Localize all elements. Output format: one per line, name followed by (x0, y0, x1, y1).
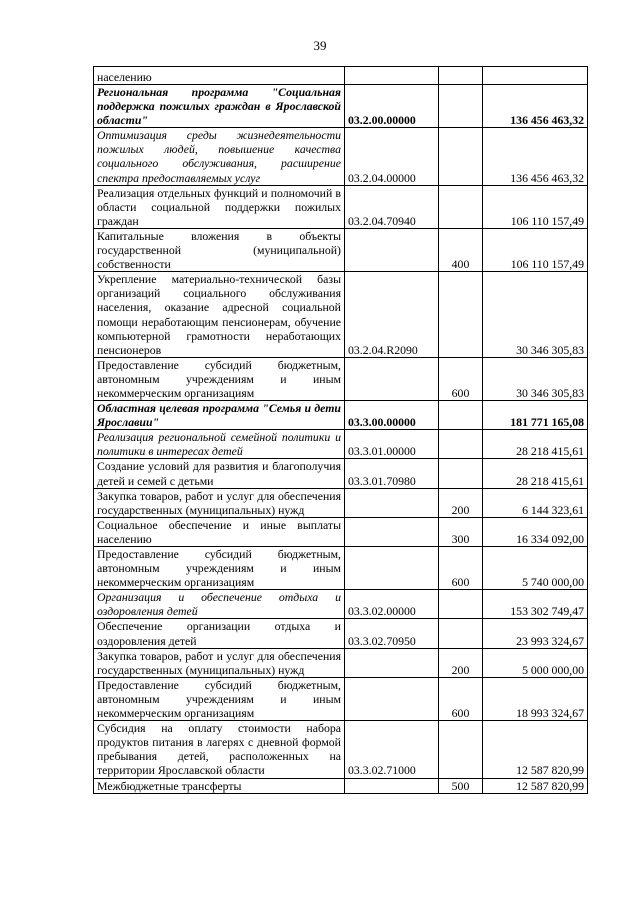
row-expense-type-cell (439, 128, 483, 185)
row-amount-cell: 23 993 324,67 (483, 619, 588, 648)
row-expense-type-cell (439, 67, 483, 85)
row-name-cell: Обеспечение организации отдыха и оздоровления детей (94, 619, 345, 648)
row-name-cell: Предоставление субсидий бюджетным, автономным учреждениям и иным некоммерческим организациям (94, 677, 345, 720)
row-name-cell: Межбюджетные трансферты (94, 778, 345, 793)
table-row (94, 648, 588, 677)
page-number: 39 (313, 38, 327, 53)
row-name-cell: Социальное обеспечение и иные выплаты населению (94, 517, 345, 546)
row-name-cell: Областная целевая программа "Семья и дети Ярославии" (94, 401, 345, 430)
row-expense-type-cell (439, 590, 483, 619)
table-row (94, 128, 588, 185)
row-amount-cell: 18 993 324,67 (483, 677, 588, 720)
row-name-cell: Предоставление субсидий бюджетным, автономным учреждениям и иным некоммерческим организациям (94, 357, 345, 400)
table-row (94, 488, 588, 517)
row-amount-cell: 181 771 165,08 (483, 401, 588, 430)
row-name-cell: Укрепление материально-технической базы организаций социального обслуживания населения, оказание адресной социальной помощи неработающим пенсионерам, обучение компьютерной грамотности неработающих пенсионеров (94, 272, 345, 358)
row-expense-type-cell: 400 (439, 228, 483, 271)
row-amount-cell: 106 110 157,49 (483, 185, 588, 228)
row-name-cell: Предоставление субсидий бюджетным, автономным учреждениям и иным некоммерческим организациям (94, 547, 345, 590)
row-expense-type-cell: 300 (439, 517, 483, 546)
row-code-cell (345, 677, 439, 720)
row-code-cell: 03.3.00.00000 (345, 401, 439, 430)
row-expense-type-cell: 200 (439, 488, 483, 517)
table-row (94, 459, 588, 488)
table-row (94, 517, 588, 546)
table-row (94, 67, 588, 85)
row-code-cell (345, 228, 439, 271)
row-code-cell: 03.2.04.00000 (345, 128, 439, 185)
table-row (94, 228, 588, 271)
table-row (94, 430, 588, 459)
row-expense-type-cell: 600 (439, 677, 483, 720)
row-expense-type-cell (439, 430, 483, 459)
row-code-cell: 03.2.04.70940 (345, 185, 439, 228)
row-amount-cell: 136 456 463,32 (483, 85, 588, 128)
row-amount-cell: 30 346 305,83 (483, 357, 588, 400)
budget-table (93, 66, 588, 794)
row-code-cell (345, 547, 439, 590)
row-name-cell: Реализация региональной семейной политики и политики в интересах детей (94, 430, 345, 459)
row-expense-type-cell (439, 272, 483, 358)
row-code-cell: 03.2.04.R2090 (345, 272, 439, 358)
row-name-cell: Организация и обеспечение отдыха и оздоровления детей (94, 590, 345, 619)
row-amount-cell: 12 587 820,99 (483, 778, 588, 793)
table-row (94, 272, 588, 358)
row-amount-cell: 136 456 463,32 (483, 128, 588, 185)
row-name-cell: населению (94, 67, 345, 85)
table-row (94, 721, 588, 778)
row-code-cell: 03.3.02.71000 (345, 721, 439, 778)
row-name-cell: Региональная программа "Социальная поддержка пожилых граждан в Ярославской области" (94, 85, 345, 128)
row-expense-type-cell (439, 721, 483, 778)
row-expense-type-cell: 500 (439, 778, 483, 793)
row-code-cell: 03.3.02.70950 (345, 619, 439, 648)
table-row (94, 185, 588, 228)
row-expense-type-cell (439, 459, 483, 488)
row-amount-cell: 106 110 157,49 (483, 228, 588, 271)
row-name-cell: Создание условий для развития и благополучия детей и семей с детьми (94, 459, 345, 488)
row-amount-cell: 5 000 000,00 (483, 648, 588, 677)
row-amount-cell: 30 346 305,83 (483, 272, 588, 358)
row-amount-cell: 153 302 749,47 (483, 590, 588, 619)
row-name-cell: Капитальные вложения в объекты государственной (муниципальной) собственности (94, 228, 345, 271)
row-expense-type-cell (439, 401, 483, 430)
row-code-cell (345, 778, 439, 793)
row-amount-cell (483, 67, 588, 85)
table-row (94, 590, 588, 619)
table-row (94, 401, 588, 430)
row-name-cell: Закупка товаров, работ и услуг для обеспечения государственных (муниципальных) нужд (94, 648, 345, 677)
row-name-cell: Субсидия на оплату стоимости набора продуктов питания в лагерях с дневной формой пребывания детей, расположенных на территории Ярославской области (94, 721, 345, 778)
row-amount-cell: 5 740 000,00 (483, 547, 588, 590)
row-name-cell: Оптимизация среды жизнедеятельности пожилых людей, повышение качества социального обслуживания, расширение спектра предоставляемых услуг (94, 128, 345, 185)
table-row (94, 677, 588, 720)
table-row (94, 778, 588, 793)
table-row (94, 357, 588, 400)
row-expense-type-cell (439, 85, 483, 128)
row-expense-type-cell: 200 (439, 648, 483, 677)
table-row (94, 619, 588, 648)
row-amount-cell: 16 334 092,00 (483, 517, 588, 546)
row-code-cell (345, 67, 439, 85)
row-expense-type-cell (439, 185, 483, 228)
row-name-cell: Реализация отдельных функций и полномочий в области социальной поддержки пожилых граждан (94, 185, 345, 228)
budget-table-body (94, 67, 588, 794)
table-row (94, 547, 588, 590)
row-amount-cell: 12 587 820,99 (483, 721, 588, 778)
row-code-cell (345, 648, 439, 677)
row-code-cell (345, 517, 439, 546)
row-code-cell (345, 357, 439, 400)
row-code-cell: 03.3.01.00000 (345, 430, 439, 459)
row-code-cell: 03.3.02.00000 (345, 590, 439, 619)
row-expense-type-cell (439, 619, 483, 648)
row-amount-cell: 6 144 323,61 (483, 488, 588, 517)
row-code-cell: 03.2.00.00000 (345, 85, 439, 128)
row-name-cell: Закупка товаров, работ и услуг для обеспечения государственных (муниципальных) нужд (94, 488, 345, 517)
table-row (94, 85, 588, 128)
row-amount-cell: 28 218 415,61 (483, 459, 588, 488)
row-expense-type-cell: 600 (439, 547, 483, 590)
row-amount-cell: 28 218 415,61 (483, 430, 588, 459)
row-expense-type-cell: 600 (439, 357, 483, 400)
row-code-cell (345, 488, 439, 517)
row-code-cell: 03.3.01.70980 (345, 459, 439, 488)
